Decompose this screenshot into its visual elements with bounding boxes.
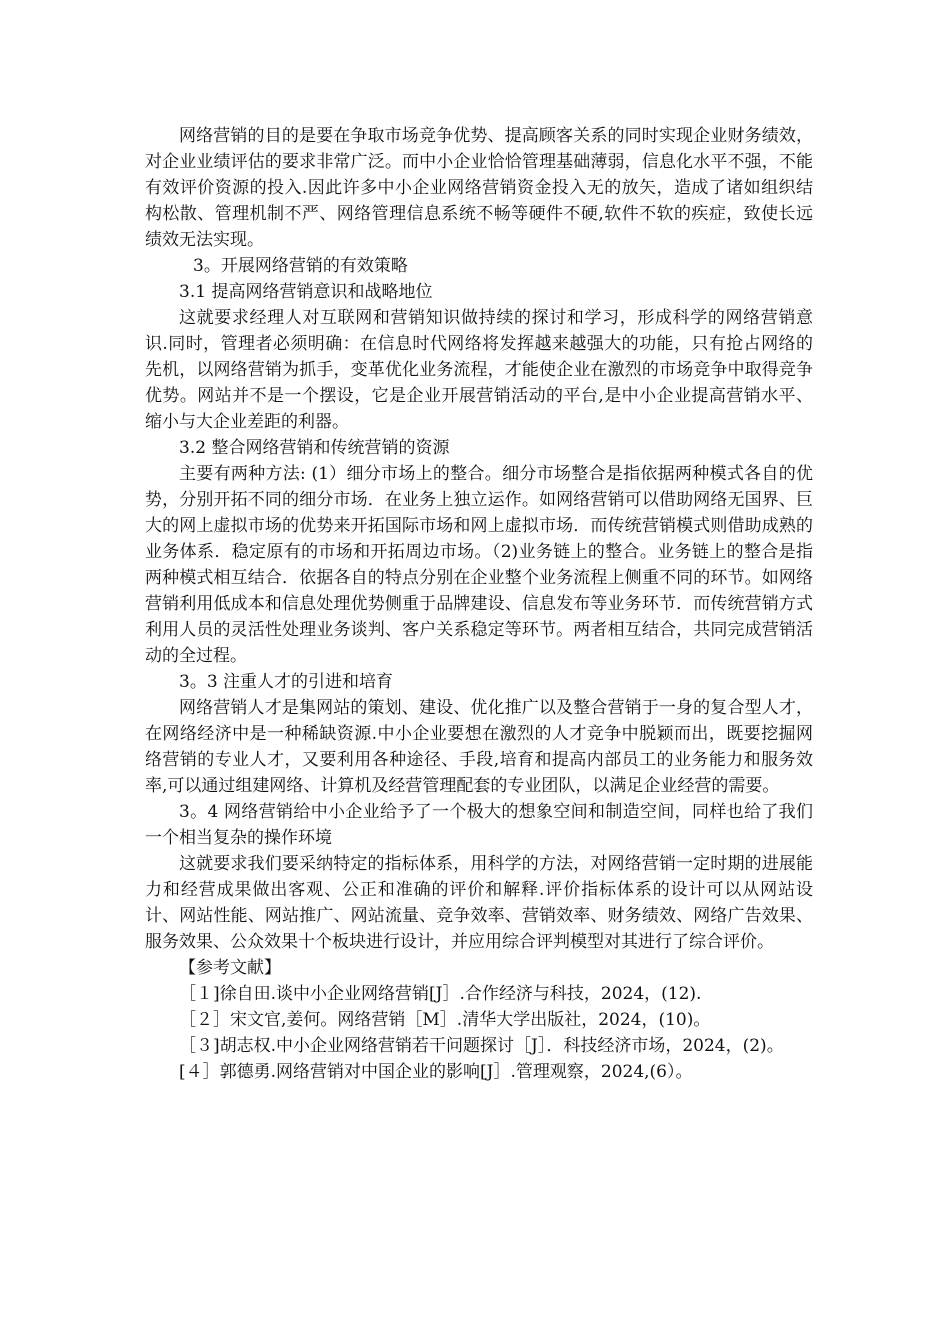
section-heading-3-2: 3.2 整合网络营销和传统营销的资源 — [179, 438, 450, 458]
document-page — [145, 123, 813, 1085]
section-heading-3-1: 3.1 提高网络营销意识和战略地位 — [179, 282, 433, 302]
reference-item: ［１]徐自田.谈中小企业网络营销[J］.合作经济与科技，2024，(12). — [179, 984, 702, 1004]
references-title: 【参考文献】 — [179, 958, 281, 978]
reference-item: ［２］宋文官,姜何。网络营销［M］.清华大学出版社，2024，(10)。 — [179, 1010, 711, 1030]
paragraph-intro: 网络营销的目的是要在争取市场竞争优势、提高顾客关系的同时实现企业财务绩效，对企业业绩评估的要求非常广泛。而中小企业恰恰管理基础薄弱，信息化水平不强，不能有效评价资源的投入.因此许多中小企业网络营销资金投入无的放矢，造成了诸如组织结构松散、管理机制不严、网络管理信息系统不畅等硬件不硬,软件不软的疾症，致使长远绩效无法实现。 — [145, 126, 813, 250]
reference-item: [４］郭德勇.网络营销对中国企业的影响[J］.管理观察，2024,(6）。 — [179, 1062, 693, 1082]
section-heading-3-4: 3。4 网络营销给中小企业给予了一个极大的想象空间和制造空间，同样也给了我们一个相当复杂的操作环境 — [145, 802, 813, 848]
reference-item: ［３]胡志权.中小企业网络营销若干问题探讨［J］．科技经济市场，2024，(2)。 — [179, 1036, 784, 1056]
section-heading-3: 3。开展网络营销的有效策略 — [193, 256, 408, 276]
paragraph-3-4: 这就要求我们要采纳特定的指标体系，用科学的方法，对网络营销一定时期的进展能力和经营成果做出客观、公正和准确的评价和解释.评价指标体系的设计可以从网站设计、网站性能、网站推广、网站流量、竞争效率、营销效率、财务绩效、网络广告效果、服务效果、公众效果十个板块进行设计，并应用综合评判模型对其进行了综合评价。 — [145, 854, 813, 952]
section-heading-3-3: 3。3 注重人才的引进和培育 — [179, 672, 394, 692]
paragraph-3-1: 这就要求经理人对互联网和营销知识做持续的探讨和学习，形成科学的网络营销意识.同时，管理者必须明确：在信息时代网络将发挥越来越强大的功能，只有抢占网络的先机，以网络营销为抓手，变革优化业务流程，才能使企业在激烈的市场竞争中取得竞争优势。网站并不是一个摆设，它是企业开展营销活动的平台,是中小企业提高营销水平、缩小与大企业差距的利器。 — [145, 308, 813, 432]
paragraph-3-2: 主要有两种方法: (1）细分市场上的整合。细分市场整合是指依据两种模式各自的优势，分别开拓不同的细分市场．在业务上独立运作。如网络营销可以借助网络无国界、巨大的网上虚拟市场的优势来开拓国际市场和网上虚拟市场．而传统营销模式则借助成熟的业务体系．稳定原有的市场和开拓周边市场。（2)业务链上的整合。业务链上的整合是指两种模式相互结合．依据各自的特点分别在企业整个业务流程上侧重不同的环节。如网络营销利用低成本和信息处理优势侧重于品牌建设、信息发布等业务环节．而传统营销方式利用人员的灵活性处理业务谈判、客户关系稳定等环节。两者相互结合，共同完成营销活动的全过程。 — [145, 464, 813, 666]
paragraph-3-3: 网络营销人才是集网站的策划、建设、优化推广以及整合营销于一身的复合型人才，在网络经济中是一种稀缺资源.中小企业要想在激烈的人才竞争中脱颖而出，既要挖掘网络营销的专业人才，又要利用各种途径、手段,培育和提高内部员工的业务能力和服务效率,可以通过组建网络、计算机及经营管理配套的专业团队，以满足企业经营的需要。 — [145, 698, 813, 796]
